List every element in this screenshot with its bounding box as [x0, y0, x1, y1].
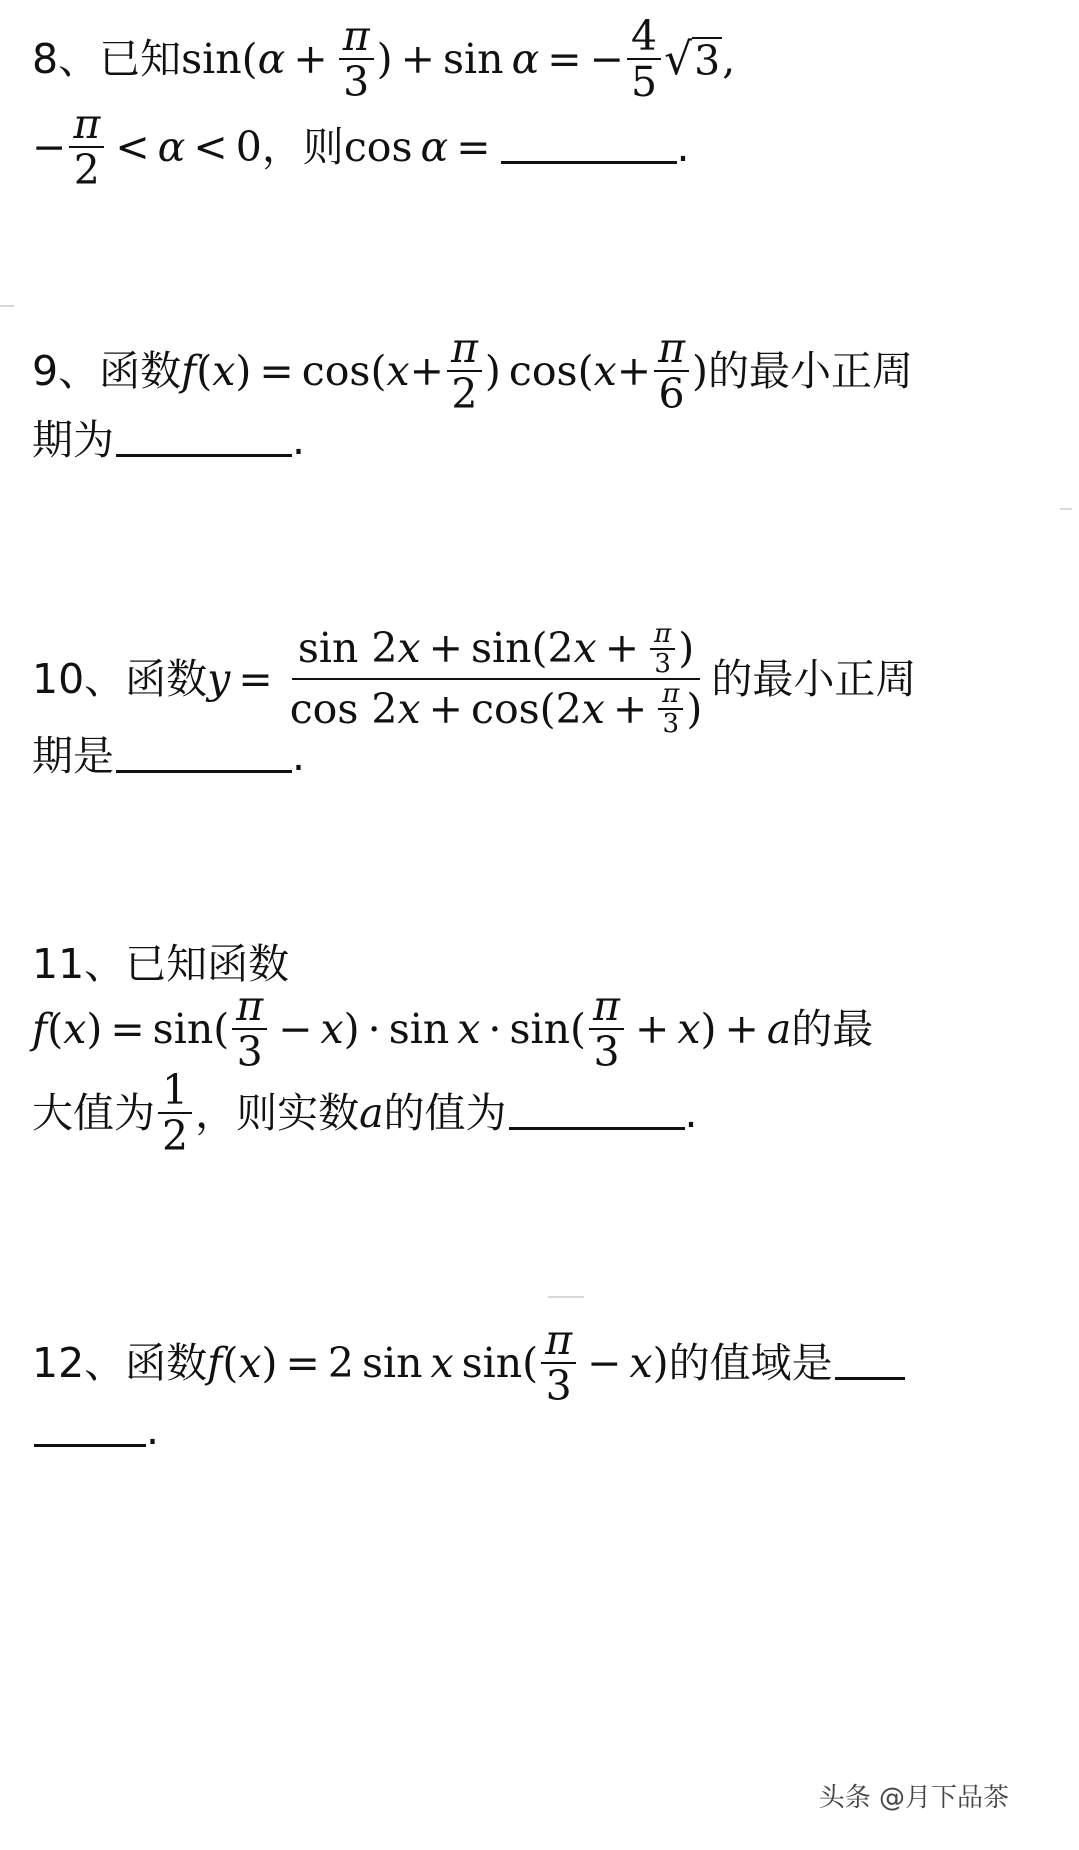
problem-text: 大值为 — [32, 1088, 155, 1137]
problem-number: 10、 — [32, 654, 126, 703]
problem-text: ，则实数 — [195, 1088, 360, 1137]
problem-8-line-2 — [32, 102, 690, 193]
problem-9-line-2 — [32, 416, 306, 464]
answer-blank — [835, 1347, 905, 1380]
problem-text: 的最小正周 — [708, 346, 914, 395]
formula: cos α = — [343, 122, 491, 171]
problem-text: 的最 — [791, 1004, 874, 1053]
period: . — [676, 122, 690, 171]
watermark: 头条 @月下品茶 — [818, 1783, 1009, 1813]
problem-text: 函数 — [125, 1338, 208, 1387]
problem-12-line-1 — [32, 1318, 905, 1409]
answer-blank — [116, 424, 292, 457]
answer-blank — [509, 1097, 685, 1130]
formula: − $\frac{\pi}{2}$ < α < 0 — [32, 100, 262, 195]
formula: f ( x ) = cos( x + $\frac{\pi}{2}$ ) cos( x + $\frac{\pi}{6}$ ) — [181, 324, 709, 419]
problem-text: 期是 — [32, 732, 114, 780]
problem-text: 期为 — [32, 416, 114, 464]
formula: f ( x ) = 2 sin x sin( $\frac{\pi}{3}$ − x ) — [207, 1316, 669, 1411]
formula: y = sin 2 x + sin(2 x + $\frac{\pi}{3}$ ) cos 2 x + cos(2 x + $\frac{\pi}{3}$ ) — [207, 619, 703, 740]
problem-12-line-2 — [32, 1406, 160, 1454]
problem-number: 8、 — [32, 34, 100, 83]
problem-text: 已知 — [99, 34, 182, 83]
period: . — [292, 416, 306, 464]
formula: sin( α + $\frac{\pi}{3}$ ) + sin α = − $\frac{4}{5}$ √ 3 , — [181, 12, 736, 107]
problem-text: 的值为 — [383, 1088, 507, 1137]
period: . — [292, 732, 306, 780]
scan-mark — [1060, 508, 1072, 510]
problem-text: ，则 — [261, 122, 344, 171]
problem-9-line-1 — [32, 326, 913, 417]
problem-text: 函数 — [99, 346, 182, 395]
problem-10-line-2 — [32, 732, 306, 780]
problem-text: 已知函数 — [125, 940, 290, 988]
problem-text: 函数 — [125, 654, 208, 703]
problem-11-line-1 — [32, 940, 290, 988]
problem-number: 9、 — [32, 346, 100, 395]
formula: f ( x ) = sin( $\frac{\pi}{3}$ − x ) · sin x · sin( $\frac{\pi}{3}$ + x ) + a — [32, 982, 792, 1077]
problem-number: 12、 — [32, 1338, 126, 1387]
period: . — [146, 1406, 160, 1454]
problem-text: 的值域是 — [668, 1338, 833, 1387]
answer-blank-continued — [34, 1414, 146, 1447]
problem-number: 11、 — [32, 940, 126, 988]
variable-a: a — [359, 1088, 384, 1137]
fraction-one-half: $\frac{1}{2}$ — [158, 1068, 192, 1159]
problem-text: 的最小正周 — [711, 654, 917, 703]
answer-blank — [501, 131, 677, 164]
problem-8-line-1 — [32, 14, 735, 105]
problem-11-line-2 — [32, 984, 873, 1075]
answer-blank — [116, 740, 292, 773]
problem-10-line-1 — [32, 620, 916, 738]
period: . — [684, 1088, 698, 1137]
scan-mark — [0, 305, 14, 307]
problem-11-line-3 — [32, 1068, 698, 1159]
scan-mark — [548, 1296, 584, 1298]
